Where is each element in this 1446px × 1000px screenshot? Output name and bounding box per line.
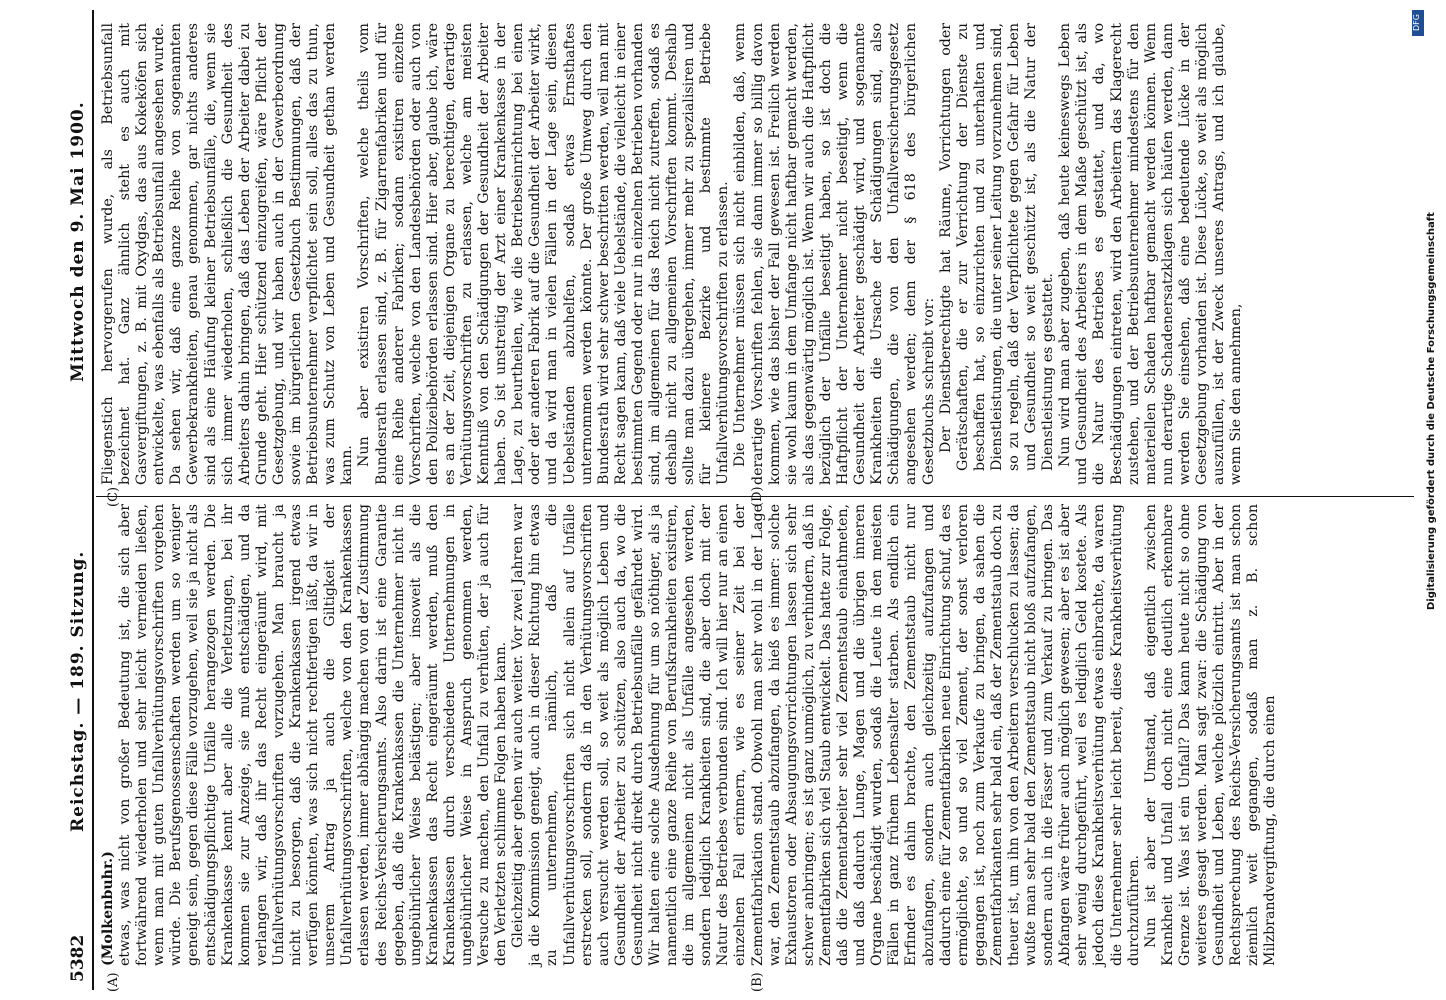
- session-title: Reichstag. — 189. Sitzung.: [68, 550, 88, 832]
- header-rule: [92, 10, 94, 990]
- margin-marker-b: (B): [750, 972, 765, 992]
- session-date: Mittwoch den 9. Mai 1900.: [68, 101, 88, 382]
- dfg-logo: DFG: [1412, 10, 1424, 36]
- paragraph: Die Unternehmer müssen sich nicht einbilden, daß, wenn derartige Vorschriften fehlen, sie dann immer so billig davon kommen, wie das bisher der Fall gewesen ist. Freilich werden sie wohl kaum in dem Umfange nicht haftbar gemacht werden, als das gegenwärtig möglich ist. Wenn wir auch die Haftpflicht bezüglich der Unfälle beseitigt haben, so ist doch die Haftpflicht der Unternehmer nicht beseitigt, wenn die Gesundheit der Arbeiter geschädigt wird, und sogenannte Krankheiten die Ursache der Schädigungen sind, also Schädigungen, die von den Unfallversicherungsgesetz angesehen werden; denn der § 618 des bürgerlichen Gesetzbuchs schreibt vor:: [732, 23, 937, 485]
- margin-marker-d: (D): [750, 486, 765, 507]
- margin-marker-c: (C): [106, 486, 121, 507]
- paragraph: Nun aber existiren Vorschriften, welche theils vom Bundesrath erlassen sind, z. B. für Zigarrenfabriken und für eine Reihe anderer Fabriken; sodann existiren einzelne Vorschriften, welche von den Landesbehörden oder auch von den Polizeibehörden erlassen sind. Hier aber, glaube ich, wäre es an der Zeit, diejenigen Organe zu berechtigen, derartige Verhütungsvorschriften zu erlassen, welche am meisten Kenntniß von den Schädigungen der Gesundheit der Arbeiter haben. So ist unstreitig der Arzt einer Krankenkasse in der Lage, zu beurtheilen, wie die Betriebseinrichtung bei einen oder der anderen Fabrik auf die Gesundheit der Arbeiter wirkt, und da wird man in vielen Fällen in der Lage sein, diesen Uebelständen abzuhelfen, sodaß etwas Ernsthaftes unternommen werden könnte. Der große Umweg durch den Bundesrath wird sehr schwer beschritten werden, weil man mit Recht sagen kann, daß viele Uebelstände, die vielleicht in einer bestimmten Gegend oder nur in einzelnen Betrieben vorhanden sind, im allgemeinen für das Reich nicht zutreffen, sodaß es deshalb nicht zu allgemeinen Vorschriften kommt. Deshalb sollte man dazu übergehen, immer mehr zu spezialisiren und für kleinere Bezirke und bestimmte Betriebe Unfallverhütungsvorschriften zu erlassen.: [356, 23, 732, 485]
- speaker-name: (Molkenbuhr.): [100, 851, 116, 966]
- paragraph: Fliegenstich hervorgerufen wurde, als Betriebsunfall bezeichnet hat. Ganz ähnlich steht es auch mit Gasvergiftungen, z. B. mit Oxydgas, das aus Kokeköfen sich entwickelte, was ebenfalls als Betriebsunfall angesehen wurde. Da sehen wir, daß eine ganze Reihe von sogenannten Gewerbekrankheiten, genau genommen, gar nichts anderes sind als eine Häufung kleiner Betriebsunfälle, die, wenn sie sich immer wiederholen, schließlich die Gesundheit des Arbeiters dahin bringen, daß das Leben der Arbeiter dabei zu Grunde geht. Hier schützend einzugreifen, wäre Pflicht der Gesetzgebung, und wir haben auch in der Gewerbeordnung sowie im bürgerlichen Gesetzbuch Bestimmungen, daß der Betriebsunternehmer verpflichtet sein soll, alles das zu thun, was zum Schutz von Leben und Gesundheit gethan werden kann.: [100, 23, 356, 485]
- paragraph: Gleichzeitig aber gehen wir auch weiter. Vor zwei Jahren war ja die Kommission geneigt, auch in dieser Richtung hin etwas zu unternehmen, nämlich, daß die Unfallverhütungsvorschriften sich nicht allein auf Unfälle erstrecken soll, sondern daß in den Verhütungsvorschriften auch versucht werden soll, so weit als möglich Leben und Gesundheit der Arbeiter zu schützen, also auch da, wo die Gesundheit nicht direkt durch Betriebsunfälle gefährdet wird. Wir halten eine solche Ausdehnung für um so nöthiger, als ja namentlich eine ganze Reihe von Berufskrankheiten existiren, die im allgemeinen nicht als Unfälle angesehen werden, sondern lediglich Krankheiten sind, die aber doch mit der Natur des Betriebes verbunden sind. Ich will hier nur an einen einzelnen Fall erinnern, wie es seiner Zeit bei der Zementfabrikation stand. Obwohl man sehr wohl in der Lage war, den Zementstaub abzufangen, da hieß es immer: solche Exhaustoren oder Absaugungsvorrichtungen lassen sich sehr schwer anbringen; es ist ganz unmöglich, zu verhindern, daß in Zementfabriken sich viel Staub entwickelt. Das hatte zur Folge, daß die Zementarbeiter sehr viel Zementstaub einathmeten, und daß dadurch Lunge, Magen und die übrigen inneren Organe beschädigt wurden, sodaß die Leute in den meisten Fällen in ganz frühem Lebensalter starben. Als endlich ein Erfinder es dahin brachte, den Zementstaub nicht nur abzufangen, sondern auch gleichzeitig aufzufangen und dadurch eine für Zementfabriken neue Einrichtung schuf, da es ermöglichte, so und so viel Zement, der sonst verloren gegangen ist, noch zum Verkaufe zu bringen, da sahen die Zementfabrikanten sehr bald ein, daß der Zementstaub doch zu theuer ist, um ihn von den Arbeitern verschlucken zu lassen; da wußte man sehr bald den Zementstaub nicht bloß aufzufangen, sondern auch in die Fässer und zum Verkauf zu bringen. Das Abfangen wäre früher auch möglich gewesen; aber es ist aber sehr wenig durchgeführt, weil es lediglich Geld kostete. Als jedoch diese Krankheitsverhütung etwas einbrachte, da waren die Unternehmer sehr leicht bereit, diese Krankheitsverhütung durchzuführen.: [510, 504, 1142, 966]
- left-column: [100, 504, 1279, 966]
- paragraph: Nun wird man aber zugeben, daß heute keineswegs Leben und Gesundheit des Arbeiters in dem Maße geschützt ist, als die Natur des Betriebes es gestattet, und da, wo Beschädigungen eintreten, wird den Arbeitern das Klagerecht zustehen, und der Betriebsunternehmer mindestens für den materiellen Schaden haftbar gemacht werden können. Wenn nun derartige Schadenersatzklagen sich häufen werden, dann werden Sie einsehen, daß eine bedeutende Lücke in der Gesetzgebung vorhanden ist. Diese Lücke, so weit als möglich auszufüllen, ist der Zweck unseres Antrags, und ich glaube, wenn Sie den annehmen,: [1057, 23, 1245, 485]
- rotated-page-content: [50, 0, 1430, 1000]
- paragraph: etwas, was nicht von großer Bedeutung ist, die sich aber fortwährend wiederholen und sehr leicht vermeiden ließen, wenn man mit guten Unfallverhütungsvorschriften vorgehen würde. Die Berufsgenossenschaften werden um so weniger geneigt sein, gegen diese Fälle vorzugehen, weil sie ja nicht als entschädigungspflichtige Unfälle herangezogen werden. Die Krankenkasse kennt aber alle die Verletzungen, bei ihr kommen sie zur Anzeige, sie muß entschädigen, und da verlangen wir, daß ihr das Recht eingeräumt wird, mit Unfallverhütungsvorschriften vorzugehen. Man braucht ja nicht zu besorgen, daß die Krankenkassen irgend etwas verfügen könnten, was sich nicht rechtfertigen läßt, da wir in unserem Antrag ja auch die Giltigkeit der Unfallverhütungsvorschriften, welche von den Krankenkassen erlassen werden, immer abhängig machen von der Zustimmung des Reichs-Versicherungsamts. Also darin ist eine Garantie gegeben, daß die Krankenkassen die Unternehmer nicht in ungebührlicher Weise belästigen; aber insoweit als die Krankenkassen das Recht eingeräumt werden, muß den Krankenkassen durch verschiedene Unternehmungen in ungebührlicher Weise in Anspruch genommen werden, Versuche zu machen, den Unfall zu verhüten, der ja auch für den Verletzten schlimme Folgen haben kann.: [117, 504, 510, 966]
- digitization-credit: Digitalisierung gefördert durch die Deutsche Forschungsgemeinschaft: [1426, 212, 1437, 610]
- paragraph: Nun ist aber der Umstand, daß eigentlich zwischen Krankheit und Unfall doch nicht eine deutlich erkennbare Grenze ist. Was ist ein Unfall? Das kann heute nicht so ohne weiteres gesagt werden. Man sagt zwar: die Schädigung von Gesundheit und Leben, welche plötzlich eintritt. Aber in der Rechtsprechung des Reichs-Versicherungsamts ist man schon ziemlich weit gegangen, sodaß man z. B. schon Milzbrandvergiftung, die durch einen: [1142, 504, 1279, 966]
- right-column: [100, 23, 1245, 485]
- margin-marker-a: (A): [106, 972, 121, 992]
- quote-paragraph: Der Dienstberechtigte hat Räume, Vorrichtungen oder Gerätschaften, die er zur Verrichtung der Dienste zu beschaffen hat, so einzurichten und zu unterhalten und Dienstleistungen, die unter seiner Leitung vorzunehmen sind, so zu regeln, daß der Verpflichtete gegen Gefahr für Leben und Gesundheit so weit geschützt ist, als die Natur der Dienstleistung es gestattet.: [937, 23, 1057, 471]
- digitization-credit-strip: [1408, 0, 1437, 1000]
- page-number: 5382: [68, 934, 88, 982]
